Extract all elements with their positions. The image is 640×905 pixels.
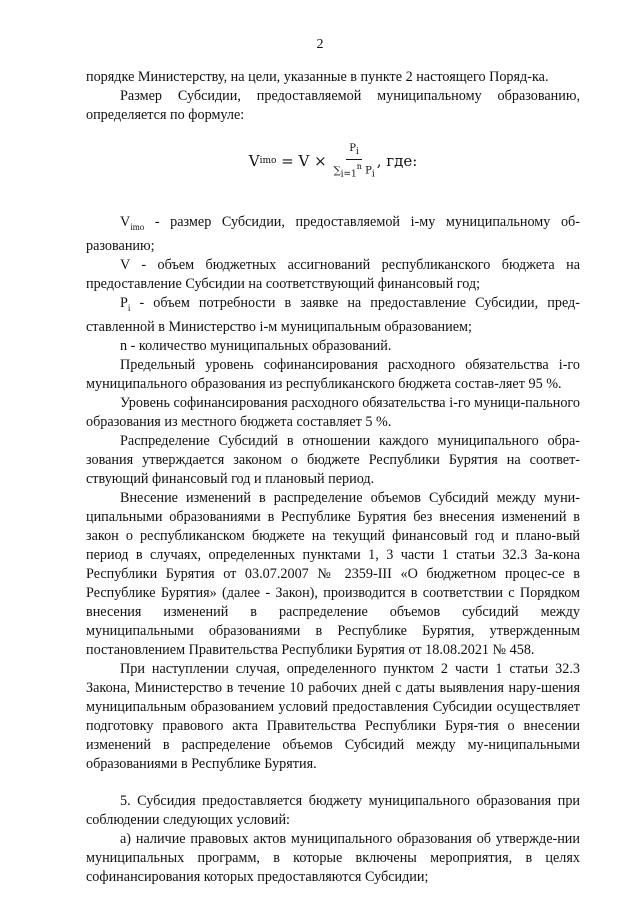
paragraph: Предельный уровень софинансирования расходного обязательства i-го муниципального образования из республиканского бюджета состав-ляет 95 %.	[86, 356, 580, 392]
formula-sum-sub: i=1	[340, 169, 357, 180]
definition-v: V - объем бюджетных ассигнований республиканского бюджета на предоставление Субсидии на соответствующий финансовый год;	[86, 256, 580, 292]
formula-fraction	[333, 143, 374, 180]
paragraph: Уровень софинансирования расходного обязательства i-го муници-пального образования из местного бюджета составляет 5 %.	[86, 394, 580, 430]
formula-denominator-tail: P	[361, 165, 372, 177]
subsidy-formula	[86, 133, 580, 191]
clause-5a: а) наличие правовых актов муниципального образования об утвержде-нии муниципальных программ, в которые включены мероприятия, в целях софинансирования которых предоставляются Субсидии;	[86, 830, 580, 885]
paragraph: Внесение изменений в распределение объемов Субсидий между муни-ципальными образованиями в Республике Бурятия без внесения изменений в закон о республиканском бюджете на текущий финансовый год и плано-вый период в случаях, определенных пунктами 1, 3 части 1 статьи 32.3 За-кона Республики Бурятия от 03.07.2007 № 2359-III «О бюджетном процес-се в Республике Бурятия» (далее - Закон), производится в соответствии с Порядком внесения изменений в распределение объемов субсидий между муниципальными образованиями в Республике Бурятия, утвержденным постановлением Правительства Республики Бурятия от 18.08.2021 № 458.	[86, 489, 580, 658]
formula-numerator: P	[349, 143, 356, 155]
formula-suffix: , где:	[376, 152, 418, 171]
document-body	[86, 68, 580, 887]
paragraph: Размер Субсидии, предоставляемой муниципальному образованию, определяется по формуле:	[86, 88, 580, 123]
formula-denominator-tail-sub: i	[371, 169, 375, 180]
formula-numerator-sub: i	[356, 147, 359, 158]
paragraph: При наступлении случая, определенного пунктом 2 части 1 статьи 32.3 Закона, Министерство в течение 10 рабочих дней с даты выявления нару-шения муниципальным образованием условий предоставления Субсидии осуществляет подготовку правового акта Правительства Республики Буря-тия о внесении изменений в распределение объемов Субсидий между му-ниципальными образованиями в Республике Бурятия.	[86, 660, 580, 772]
definition-n: n - количество муниципальных образований.	[120, 337, 392, 354]
formula-lhs: V	[248, 152, 260, 171]
formula-sum-sup: n	[356, 162, 362, 172]
paragraph: порядке Министерству, на цели, указанные в пункте 2 настоящего Поряд-ка.	[86, 69, 549, 85]
paragraph: Распределение Субсидий в отношении каждого муниципального обра-зования утверждается законом о бюджете Республики Бурятия на соответ-ствующий финансовый год и плановый период.	[86, 432, 580, 487]
page-number: 2	[316, 37, 324, 52]
formula-lhs-sub: imo	[259, 156, 277, 167]
formula-equals: = V ×	[276, 152, 332, 171]
definition-pi: $P_i$ - объем потребности в заявке на предоставление Субсидии, пред-ставленной в Министерство i-м муниципальным образованием;	[86, 294, 580, 335]
clause-5: 5. Субсидия предоставляется бюджету муниципального образования при соблюдении следующих условий:	[86, 792, 580, 828]
formula-sum: ∑	[333, 165, 341, 177]
definition-vimo: $V_{imo}$ - размер Субсидии, предоставляемой i-му муниципальному об-разованию;	[86, 214, 580, 254]
